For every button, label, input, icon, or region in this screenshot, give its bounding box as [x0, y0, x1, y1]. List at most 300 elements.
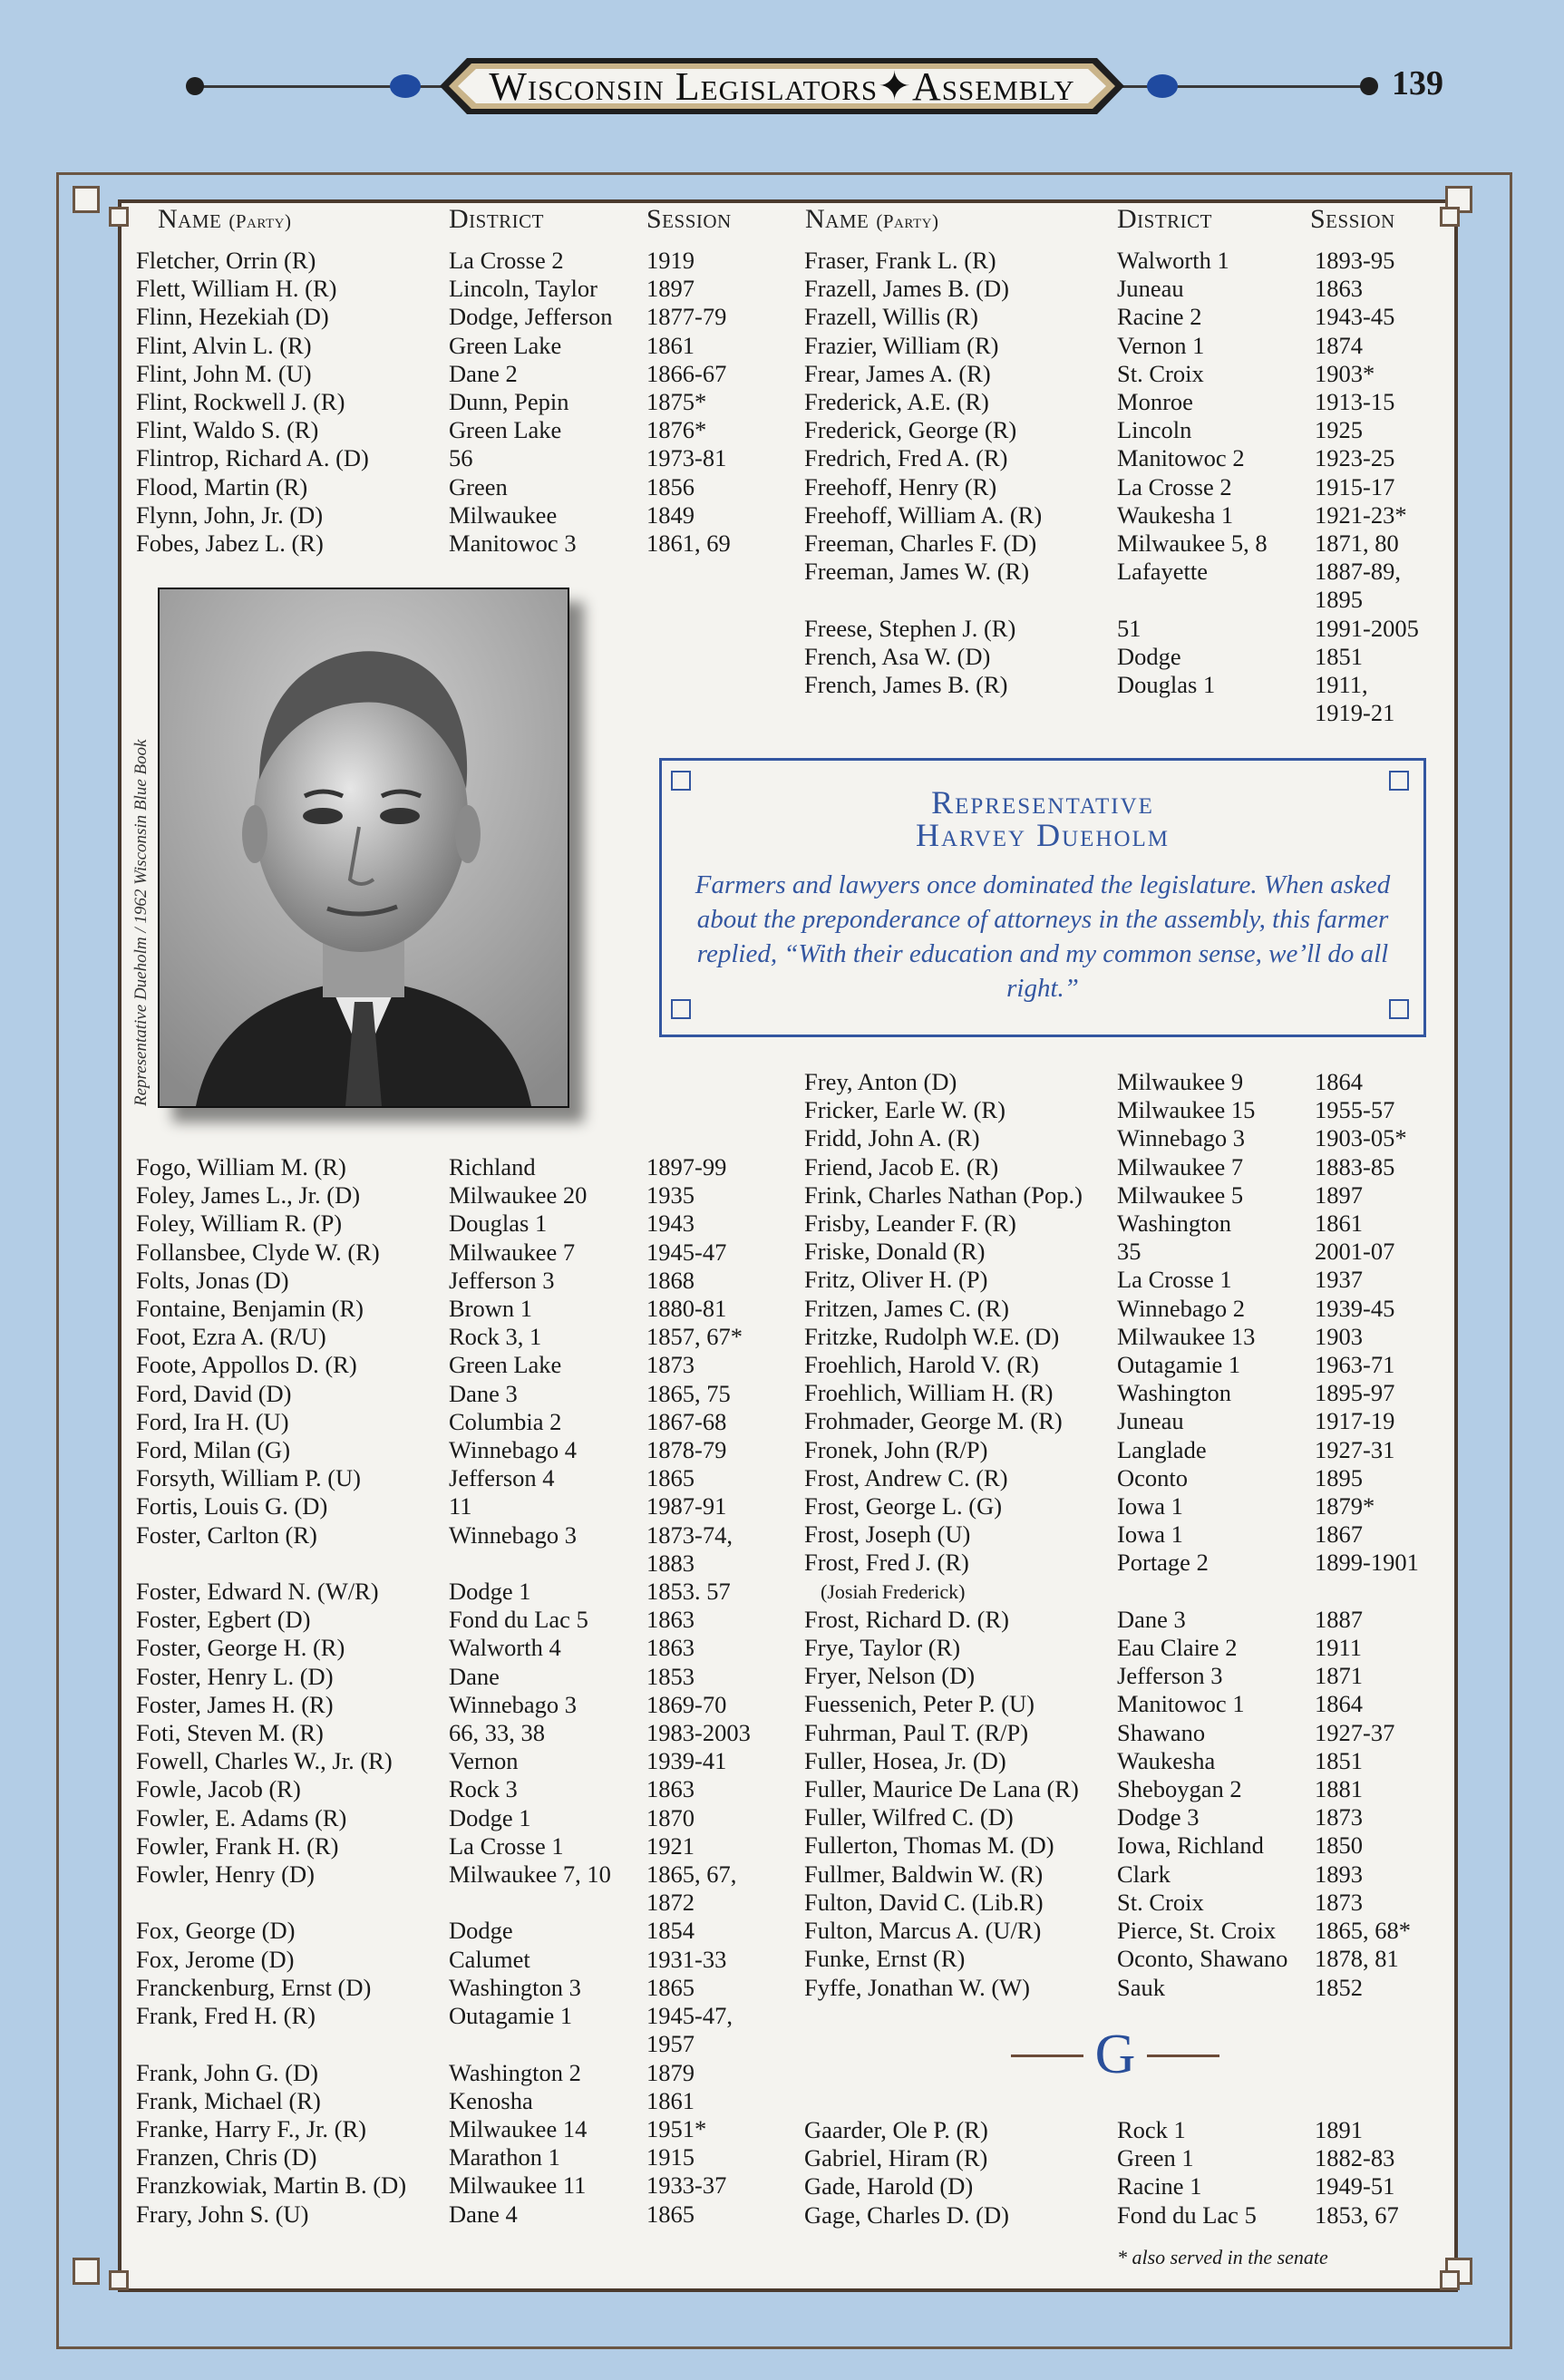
legislator-district: Fond du Lac 5 [449, 1606, 588, 1634]
legislator-session: 1857, 67* [646, 1323, 743, 1351]
table-row [804, 643, 1433, 671]
legislator-name: Fryer, Nelson (D) [804, 1662, 976, 1690]
portrait-illustration [160, 589, 568, 1106]
legislator-district: Walworth 1 [1117, 247, 1229, 274]
legislator-name [136, 1549, 449, 1578]
legislator-session: 1870 [646, 1803, 695, 1831]
header-name-label: Name [158, 204, 222, 234]
legislator-session: 1850 [1315, 1831, 1363, 1860]
legislator-session: 1878-79 [646, 1436, 727, 1464]
legislator-session: 1927-31 [1315, 1435, 1395, 1463]
legislator-name: Frederick, George (R) [804, 416, 1017, 444]
legislator-district: Douglas 1 [1117, 671, 1216, 699]
table-row [804, 1606, 1449, 1634]
table-row [804, 2172, 1433, 2200]
legislator-district: Sheboygan 2 [1117, 1775, 1242, 1803]
legislator-district: Eau Claire 2 [1117, 1634, 1238, 1662]
legislator-name: Freeman, James W. (R) [804, 558, 1030, 586]
legislator-name: Fraser, Frank L. (R) [804, 247, 996, 274]
legislator-session: 1877-79 [646, 303, 727, 331]
table-row [804, 1860, 1449, 1889]
legislator-district: Waukesha [1117, 1746, 1216, 1774]
legislator-session: 1955-57 [1315, 1096, 1395, 1124]
legislator-district: Vernon 1 [1117, 331, 1205, 359]
legislator-name: Foote, Appollos D. (R) [136, 1351, 357, 1379]
legislator-name: Frisby, Leander F. (R) [804, 1209, 1016, 1238]
legislator-district: Kenosha [449, 2086, 533, 2114]
table-row [136, 2030, 764, 2058]
table-row [136, 1917, 764, 1945]
legislator-name: Fowler, Frank H. (R) [136, 1831, 339, 1860]
legislator-session: 1878, 81 [1315, 1945, 1399, 1973]
table-row [136, 1408, 764, 1436]
legislator-name: Flett, William H. (R) [136, 275, 337, 303]
quote-corner-bl [671, 999, 691, 1019]
legislator-name: Fontaine, Benjamin (R) [136, 1295, 364, 1323]
legislator-name: Flynn, John, Jr. (D) [136, 500, 324, 529]
legislator-district: Racine 2 [1117, 303, 1202, 331]
legislator-session: 1882-83 [1315, 2144, 1395, 2172]
legislator-session: 1864 [1315, 1690, 1363, 1718]
legislator-session: 1866-67 [646, 359, 727, 387]
section-divider-g [1002, 2024, 1229, 2085]
table-row [136, 2115, 764, 2143]
legislator-name: Froehlich, William H. (R) [804, 1379, 1054, 1407]
legislator-name: Fritzen, James C. (R) [804, 1294, 1009, 1322]
legislator-district: Winnebago 4 [449, 1436, 577, 1464]
table-row [136, 1832, 764, 1860]
legislator-district: Milwaukee 5, 8 [1117, 529, 1268, 558]
legislator-name: Foley, William R. (P) [136, 1209, 343, 1238]
table-row [804, 1238, 1449, 1266]
table-row [804, 1662, 1449, 1690]
table-row [804, 1690, 1449, 1718]
table-row [804, 1295, 1449, 1323]
legislator-session: 1864 [1315, 1068, 1363, 1095]
legislator-district: Milwaukee 14 [449, 2114, 588, 2142]
legislator-name: Fritzke, Rudolph W.E. (D) [804, 1322, 1060, 1350]
legislator-name: Fricker, Earle W. (R) [804, 1096, 1005, 1124]
legislator-session: 1852 [1315, 1973, 1363, 2001]
legislator-district: Rock 3 [449, 1775, 518, 1803]
legislator-name: Franke, Harry F., Jr. (R) [136, 2114, 367, 2142]
legislator-session: 1897-99 [646, 1153, 727, 1180]
table-row [804, 1775, 1449, 1803]
table-row [804, 1181, 1449, 1209]
table-row [804, 1096, 1449, 1124]
legislator-name: Frye, Taylor (R) [804, 1634, 961, 1662]
legislator-district: Milwaukee 11 [449, 2171, 587, 2200]
table-row [804, 501, 1433, 529]
legislator-name: Fronek, John (R/P) [804, 1435, 988, 1463]
legislator-session: 1933-37 [646, 2171, 727, 2200]
legislator-district: Walworth 4 [449, 1634, 561, 1662]
legislator-name: Franzkowiak, Martin B. (D) [136, 2171, 407, 2200]
column-header-name-left [158, 204, 291, 235]
legislator-session: 2001-07 [1315, 1238, 1395, 1266]
legislator-name: (Josiah Frederick) [821, 1579, 966, 1603]
column-header-district-left: District [449, 204, 544, 234]
header-ornament-left [390, 74, 421, 98]
table-row [136, 1804, 764, 1832]
legislator-district: Clark [1117, 1860, 1171, 1888]
legislator-name: Foley, James L., Jr. (D) [136, 1181, 361, 1209]
legislator-district: Racine 1 [1117, 2172, 1202, 2200]
table-row [804, 671, 1433, 699]
legislator-session: 1861 [1315, 1209, 1363, 1238]
table-row [804, 1917, 1449, 1945]
legislator-district: Columbia 2 [449, 1407, 562, 1435]
legislator-district: St. Croix [1117, 359, 1204, 387]
table-row [136, 1889, 764, 1917]
legislator-session: 1853. 57 [646, 1578, 731, 1606]
table-row [804, 1266, 1449, 1294]
legislator-district: Dunn, Pepin [449, 388, 569, 416]
legislator-name: Gage, Charles D. (D) [804, 2200, 1009, 2229]
legislator-name: Frank, Michael (R) [136, 2086, 321, 2114]
frame-corner-tr-inner [1440, 207, 1460, 227]
table-row [804, 247, 1433, 275]
legislator-district: Sauk [1117, 1973, 1165, 2001]
table-row [804, 1323, 1449, 1351]
table-row [804, 1407, 1449, 1435]
legislator-district [449, 1549, 646, 1578]
legislator-session: 1919 [646, 247, 695, 274]
legislator-district: Langlade [1117, 1435, 1207, 1463]
legislator-district: Dane 4 [449, 2200, 518, 2228]
legislator-district: Vernon [449, 1747, 519, 1775]
legislator-name: Fritz, Oliver H. (P) [804, 1266, 988, 1294]
legislator-session: 1865 [646, 1973, 695, 2001]
legislator-name: Friend, Jacob E. (R) [804, 1152, 999, 1180]
legislator-name [804, 586, 1117, 614]
table-row [136, 1380, 764, 1408]
legislator-district: Lincoln [1117, 416, 1192, 444]
legislator-session: 1856 [646, 472, 695, 500]
legislator-session: 1863 [646, 1775, 695, 1803]
legislator-list-left-top [136, 247, 764, 558]
legislator-session: 1871 [1315, 1662, 1363, 1690]
table-row [804, 1945, 1449, 1973]
legislator-district: La Crosse 2 [1117, 472, 1232, 500]
legislator-district: 11 [449, 1492, 472, 1520]
table-row [804, 332, 1433, 360]
header-dot-left [186, 77, 204, 95]
legislator-session: 1895-97 [1315, 1379, 1395, 1407]
legislator-session: 1903* [1315, 359, 1375, 387]
legislator-name: Freehoff, William A. (R) [804, 500, 1043, 529]
table-row [804, 558, 1433, 586]
legislator-session: 1873 [646, 1351, 695, 1379]
legislator-session: 1911, [1315, 671, 1368, 699]
legislator-name: Freese, Stephen J. (R) [804, 614, 1016, 642]
legislator-district: Pierce, St. Croix [1117, 1917, 1277, 1945]
legislator-session: 1887-89, [1315, 558, 1401, 586]
legislator-district: Dane 3 [1117, 1605, 1186, 1633]
legislator-session: 1863 [646, 1634, 695, 1662]
quote-text: Farmers and lawyers once dominated the legislature. When asked about the preponderance of attorneys in the assembly, this farmer replied, “With their education and my common sense, we’ll do all right.” [695, 870, 1391, 1003]
legislator-name: Fogo, William M. (R) [136, 1153, 346, 1180]
legislator-name: Frink, Charles Nathan (Pop.) [804, 1180, 1083, 1209]
table-row [804, 1209, 1449, 1238]
legislator-name: Fowle, Jacob (R) [136, 1775, 301, 1803]
legislator-district: Jefferson 3 [1117, 1662, 1223, 1690]
section-letter: G [1094, 2024, 1136, 2085]
legislator-district [1133, 1578, 1331, 1606]
table-row [136, 416, 764, 444]
quote-box [659, 758, 1426, 1037]
legislator-name [136, 2030, 449, 2058]
legislator-list-left-bottom [136, 1153, 764, 2229]
legislator-session: 1945-47, [646, 2002, 733, 2030]
legislator-session: 1987-91 [646, 1492, 727, 1520]
legislator-district: Washington 3 [449, 1973, 581, 2001]
legislator-session: 1897 [646, 275, 695, 303]
frame-corner-bl-inner [109, 2270, 129, 2290]
legislator-district: Outagamie 1 [1117, 1351, 1241, 1379]
table-row [804, 473, 1433, 501]
table-row [136, 1578, 764, 1606]
header-banner [422, 54, 1142, 118]
table-row [136, 1181, 764, 1209]
legislator-district: Dodge [1117, 642, 1181, 670]
legislator-name: Foot, Ezra A. (R/U) [136, 1323, 326, 1351]
table-row [136, 1464, 764, 1492]
legislator-name: Ford, Milan (G) [136, 1436, 291, 1464]
table-row [136, 1974, 764, 2002]
column-header-name-right [805, 204, 938, 235]
table-row [804, 1634, 1449, 1662]
legislator-session: 1879 [646, 2058, 695, 2086]
table-row [136, 2087, 764, 2115]
legislator-session: 1880-81 [646, 1295, 727, 1323]
column-header-session-right: Session [1310, 204, 1395, 234]
legislator-session: 1867-68 [646, 1407, 727, 1435]
table-row [136, 1606, 764, 1634]
table-row [136, 275, 764, 303]
legislator-session: 1874 [1315, 331, 1363, 359]
header-party-label: (Party) [228, 210, 292, 232]
table-row [804, 388, 1433, 416]
table-row [136, 1209, 764, 1238]
legislator-name: Fulton, Marcus A. (U/R) [804, 1917, 1042, 1945]
frame-corner-tl-inner [109, 207, 129, 227]
legislator-district: St. Croix [1117, 1888, 1204, 1916]
legislator-session: 1951* [646, 2114, 707, 2142]
legislator-name: Franckenburg, Ernst (D) [136, 1973, 372, 2001]
legislator-name: Flint, Alvin L. (R) [136, 331, 312, 359]
table-row [136, 529, 764, 558]
legislator-session: 1957 [646, 2030, 695, 2058]
legislator-district: Douglas 1 [449, 1209, 548, 1238]
legislator-district: Dodge, Jefferson [449, 303, 613, 331]
quote-corner-tr [1389, 771, 1409, 791]
legislator-session: 1887 [1315, 1605, 1363, 1633]
legislator-session: 1903-05* [1315, 1124, 1407, 1152]
legislator-session: 1895 [1315, 1463, 1363, 1491]
legislator-name: Franzen, Chris (D) [136, 2143, 317, 2171]
quote-title [662, 786, 1423, 851]
table-row [136, 1747, 764, 1775]
legislator-district: Dodge 3 [1117, 1803, 1200, 1831]
legislator-district: Juneau [1117, 1407, 1184, 1435]
legislator-name: Foster, Henry L. (D) [136, 1662, 334, 1690]
legislator-session: 1973-81 [646, 444, 727, 472]
legislator-district: Dodge 1 [449, 1578, 531, 1606]
table-row [804, 360, 1433, 388]
legislator-session: 1854 [646, 1917, 695, 1945]
header-party-label: (Party) [876, 210, 939, 232]
legislator-name: Gaarder, Ole P. (R) [804, 2116, 988, 2143]
legislator-name: Gade, Harold (D) [804, 2172, 974, 2200]
table-row [804, 1436, 1449, 1464]
legislator-district: La Crosse 1 [449, 1831, 564, 1860]
legislator-name: Folts, Jonas (D) [136, 1266, 289, 1294]
legislator-district: Winnebago 3 [449, 1520, 577, 1549]
column-header-session-left: Session [646, 204, 732, 234]
legislator-session: 1895 [1315, 586, 1363, 614]
legislator-name: Frazell, James B. (D) [804, 275, 1009, 303]
legislator-district: Winnebago 3 [449, 1690, 577, 1718]
table-row [136, 1663, 764, 1691]
table-row [136, 1153, 764, 1181]
legislator-district: Green Lake [449, 331, 562, 359]
quote-corner-tl [671, 771, 691, 791]
legislator-name: Fuller, Wilfred C. (D) [804, 1803, 1014, 1831]
legislator-district: Iowa 1 [1117, 1492, 1183, 1520]
legislator-name: Fridd, John A. (R) [804, 1124, 980, 1152]
legislator-session: 1865, 68* [1315, 1917, 1411, 1945]
legislator-district: Juneau [1117, 275, 1184, 303]
legislator-district: Outagamie 1 [449, 2002, 573, 2030]
legislator-district: Manitowoc 2 [1117, 444, 1245, 472]
legislator-session: 1915-17 [1315, 472, 1395, 500]
table-row [804, 1831, 1449, 1860]
table-row [136, 501, 764, 529]
legislator-list-right-bottom [804, 1068, 1449, 2002]
legislator-session: 1861 [646, 2086, 695, 2114]
table-row [804, 1153, 1449, 1181]
legislator-name: Freehoff, Henry (R) [804, 472, 997, 500]
table-row [136, 247, 764, 275]
legislator-name: Funke, Ernst (R) [804, 1945, 966, 1973]
legislator-session: 1881 [1315, 1775, 1363, 1803]
table-row [136, 1775, 764, 1803]
legislator-session: 1865 [646, 1464, 695, 1492]
legislator-district: Washington 2 [449, 2058, 581, 2086]
legislator-session: 1875* [646, 388, 707, 416]
table-row [136, 1691, 764, 1719]
legislator-session: 1943 [646, 1209, 695, 1238]
legislator-session: 1921-23* [1315, 500, 1407, 529]
legislator-district: Calumet [449, 1945, 530, 1973]
legislator-district: Dodge [449, 1917, 513, 1945]
legislator-name: Frary, John S. (U) [136, 2200, 309, 2228]
legislator-district: Fond du Lac 5 [1117, 2200, 1257, 2229]
legislator-session: 1899-1901 [1315, 1549, 1419, 1577]
legislator-name: Fyffe, Jonathan W. (W) [804, 1973, 1031, 2001]
legislator-name: Foster, James H. (R) [136, 1690, 334, 1718]
legislator-district: Milwaukee 7 [1117, 1152, 1244, 1180]
legislator-session: 1865, 75 [646, 1379, 731, 1407]
legislator-session: 1863 [1315, 275, 1363, 303]
header-title: Wisconsin Legislators✦Assembly [489, 63, 1075, 109]
legislator-session [1331, 1578, 1449, 1606]
legislator-session: 1867 [1315, 1520, 1363, 1549]
legislator-name: Ford, Ira H. (U) [136, 1407, 289, 1435]
table-row [804, 529, 1433, 558]
legislator-name: Fredrich, Fred A. (R) [804, 444, 1008, 472]
frame-corner-bl [73, 2258, 100, 2285]
table-row [136, 388, 764, 416]
legislator-session: 1927-37 [1315, 1718, 1395, 1746]
legislator-session: 1871, 80 [1315, 529, 1399, 558]
legislator-district: Milwaukee 9 [1117, 1068, 1244, 1095]
quote-title-line2: Harvey Dueholm [915, 817, 1171, 853]
legislator-name: Fox, Jerome (D) [136, 1945, 295, 1973]
legislator-district: Marathon 1 [449, 2143, 560, 2171]
legislator-name: Frank, Fred H. (R) [136, 2002, 316, 2030]
legislator-district: Lincoln, Taylor [449, 275, 597, 303]
legislator-name: Frost, Andrew C. (R) [804, 1463, 1008, 1491]
page-number: 139 [1392, 64, 1443, 102]
legislator-district: Oconto [1117, 1463, 1189, 1491]
legislator-session: 1915 [646, 2143, 695, 2171]
table-row [136, 1295, 764, 1323]
legislator-name: Fletcher, Orrin (R) [136, 247, 316, 274]
table-row [136, 444, 764, 472]
legislator-session: 1869-70 [646, 1690, 727, 1718]
legislator-district: Manitowoc 1 [1117, 1690, 1245, 1718]
legislator-session: 1935 [646, 1181, 695, 1209]
legislator-district: Shawano [1117, 1718, 1206, 1746]
legislator-district: Waukesha 1 [1117, 500, 1234, 529]
legislator-session: 1913-15 [1315, 388, 1395, 416]
table-row [136, 1239, 764, 1267]
legislator-district [449, 2030, 646, 2058]
table-row [804, 2144, 1433, 2172]
legislator-district: Brown 1 [449, 1295, 533, 1323]
legislator-district: Monroe [1117, 388, 1193, 416]
legislator-session: 1925 [1315, 416, 1363, 444]
legislator-district: Green Lake [449, 416, 562, 444]
legislator-name: French, Asa W. (D) [804, 642, 991, 670]
legislator-district: Washington [1117, 1379, 1231, 1407]
table-row [804, 1124, 1449, 1152]
legislator-session: 1853, 67 [1315, 2200, 1399, 2229]
table-row [136, 1634, 764, 1662]
legislator-name: Fowler, Henry (D) [136, 1860, 315, 1889]
legislator-name: Flinn, Hezekiah (D) [136, 303, 329, 331]
table-row [136, 1549, 764, 1578]
legislator-name: Frazell, Willis (R) [804, 303, 979, 331]
legislator-district: Dane 3 [449, 1379, 518, 1407]
footnote: * also served in the senate [1117, 2246, 1328, 2268]
legislator-district: Milwaukee 13 [1117, 1322, 1256, 1350]
legislator-district: Dane [449, 1662, 500, 1690]
legislator-session: 1893-95 [1315, 247, 1395, 274]
legislator-district: 51 [1117, 614, 1141, 642]
legislator-name: Frank, John G. (D) [136, 2058, 318, 2086]
legislator-district [449, 1889, 646, 1917]
frame-corner-br-inner [1440, 2270, 1460, 2290]
legislator-name: Foster, Carlton (R) [136, 1520, 317, 1549]
legislator-name: Fowler, E. Adams (R) [136, 1803, 347, 1831]
table-row [136, 1323, 764, 1351]
legislator-district: Green 1 [1117, 2144, 1194, 2172]
legislator-name: Frohmader, George M. (R) [804, 1407, 1063, 1435]
legislator-session: 1873 [1315, 1888, 1363, 1916]
